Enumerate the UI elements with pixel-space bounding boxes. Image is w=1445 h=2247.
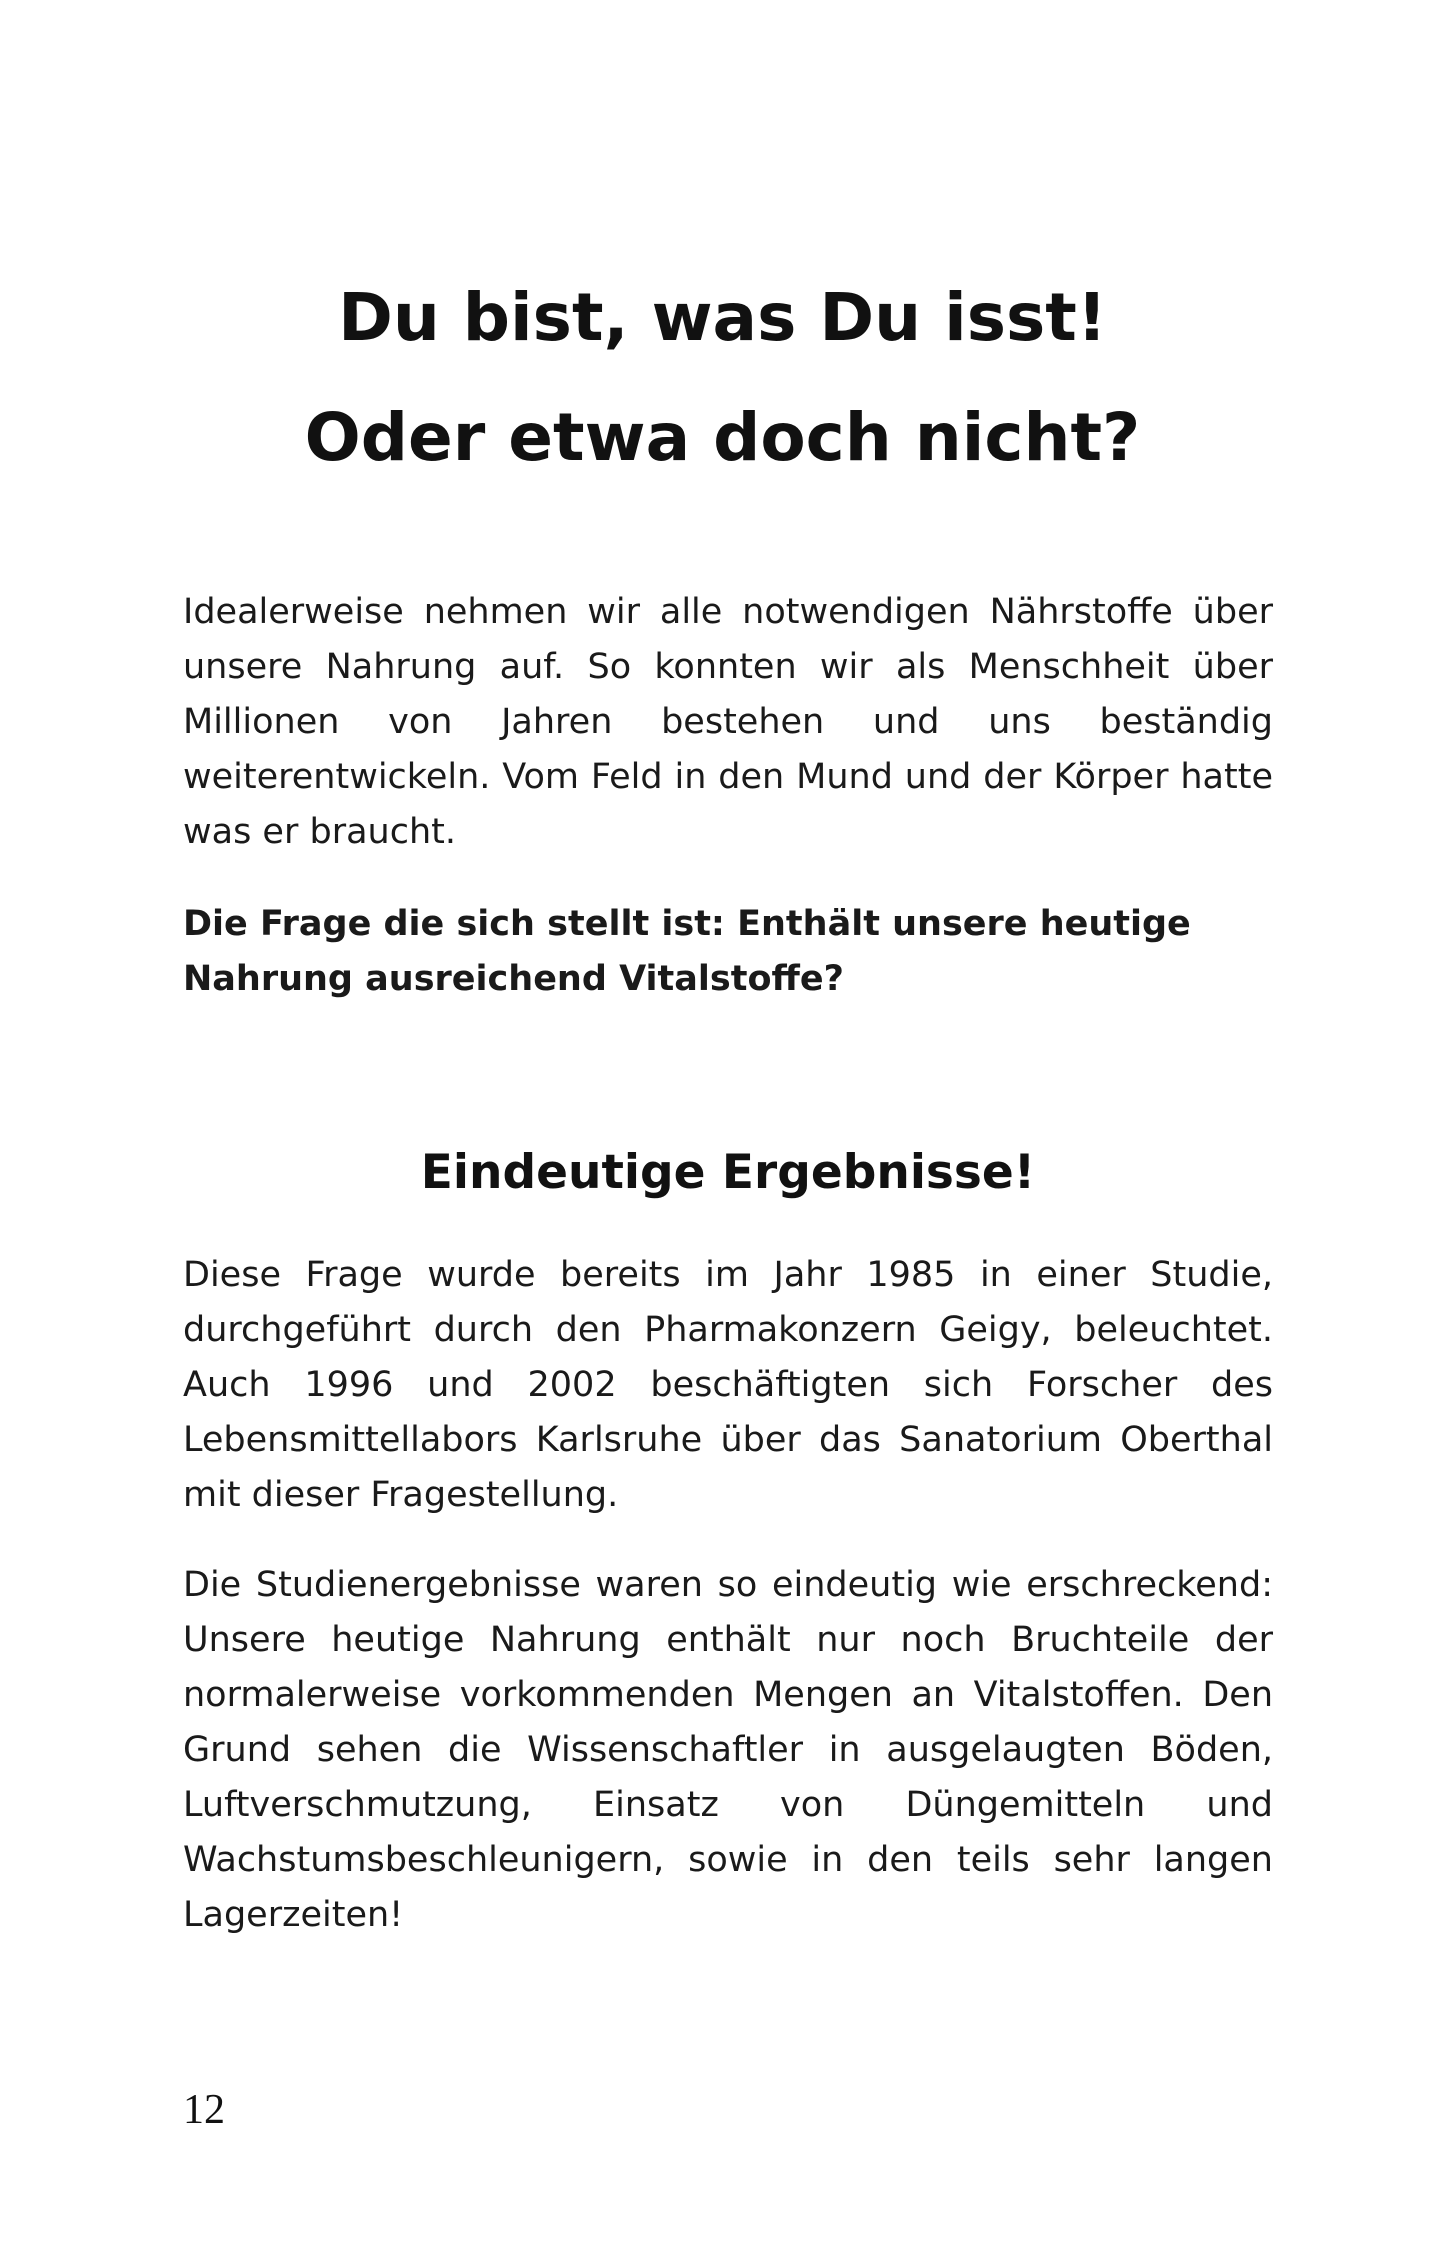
page-number: 12: [183, 2087, 225, 2133]
study-paragraph: Diese Frage wurde bereits im Jahr 1985 in einer Studie, durchgeführt durch den Pharmakonzern Geigy, beleuchtet. Auch 1996 und 2002 beschäftigten sich Forscher des Lebensmittellabors Karlsruhe über das Sanatorium Oberthal mit dieser Fragestellung.: [183, 1255, 1273, 1515]
question-paragraph: Die Frage die sich stellt ist: Enthält unsere heutige Nahrung ausreichend Vitalstoffe?: [183, 904, 1191, 999]
results-paragraph: Die Studienergebnisse waren so eindeutig wie erschreckend: Unsere heutige Nahrung enthält nur noch Bruchteile der normalerweise vorkommenden Mengen an Vitalstoffen. Den Grund sehen die Wissenschaftler in ausgelaugten Böden, Luftverschmutzung, Einsatz von Düngemitteln und Wachstumsbeschleunigern, sowie in den teils sehr langen Lagerzeiten!: [183, 1565, 1273, 1935]
intro-paragraph: Idealerweise nehmen wir alle notwendigen Nährstoffe über unsere Nahrung auf. So konnten wir als Menschheit über Millionen von Jahren bestehen und uns beständig weiterentwickeln. Vom Feld in den Mund und der Körper hatte was er braucht.: [183, 592, 1273, 852]
title-line-2: Oder etwa doch nicht?: [304, 399, 1141, 476]
title-line-1: Du bist, was Du isst!: [338, 279, 1107, 356]
section-heading: Eindeutige Ergebnisse!: [420, 1145, 1036, 1200]
page-title: [140, 258, 1305, 498]
